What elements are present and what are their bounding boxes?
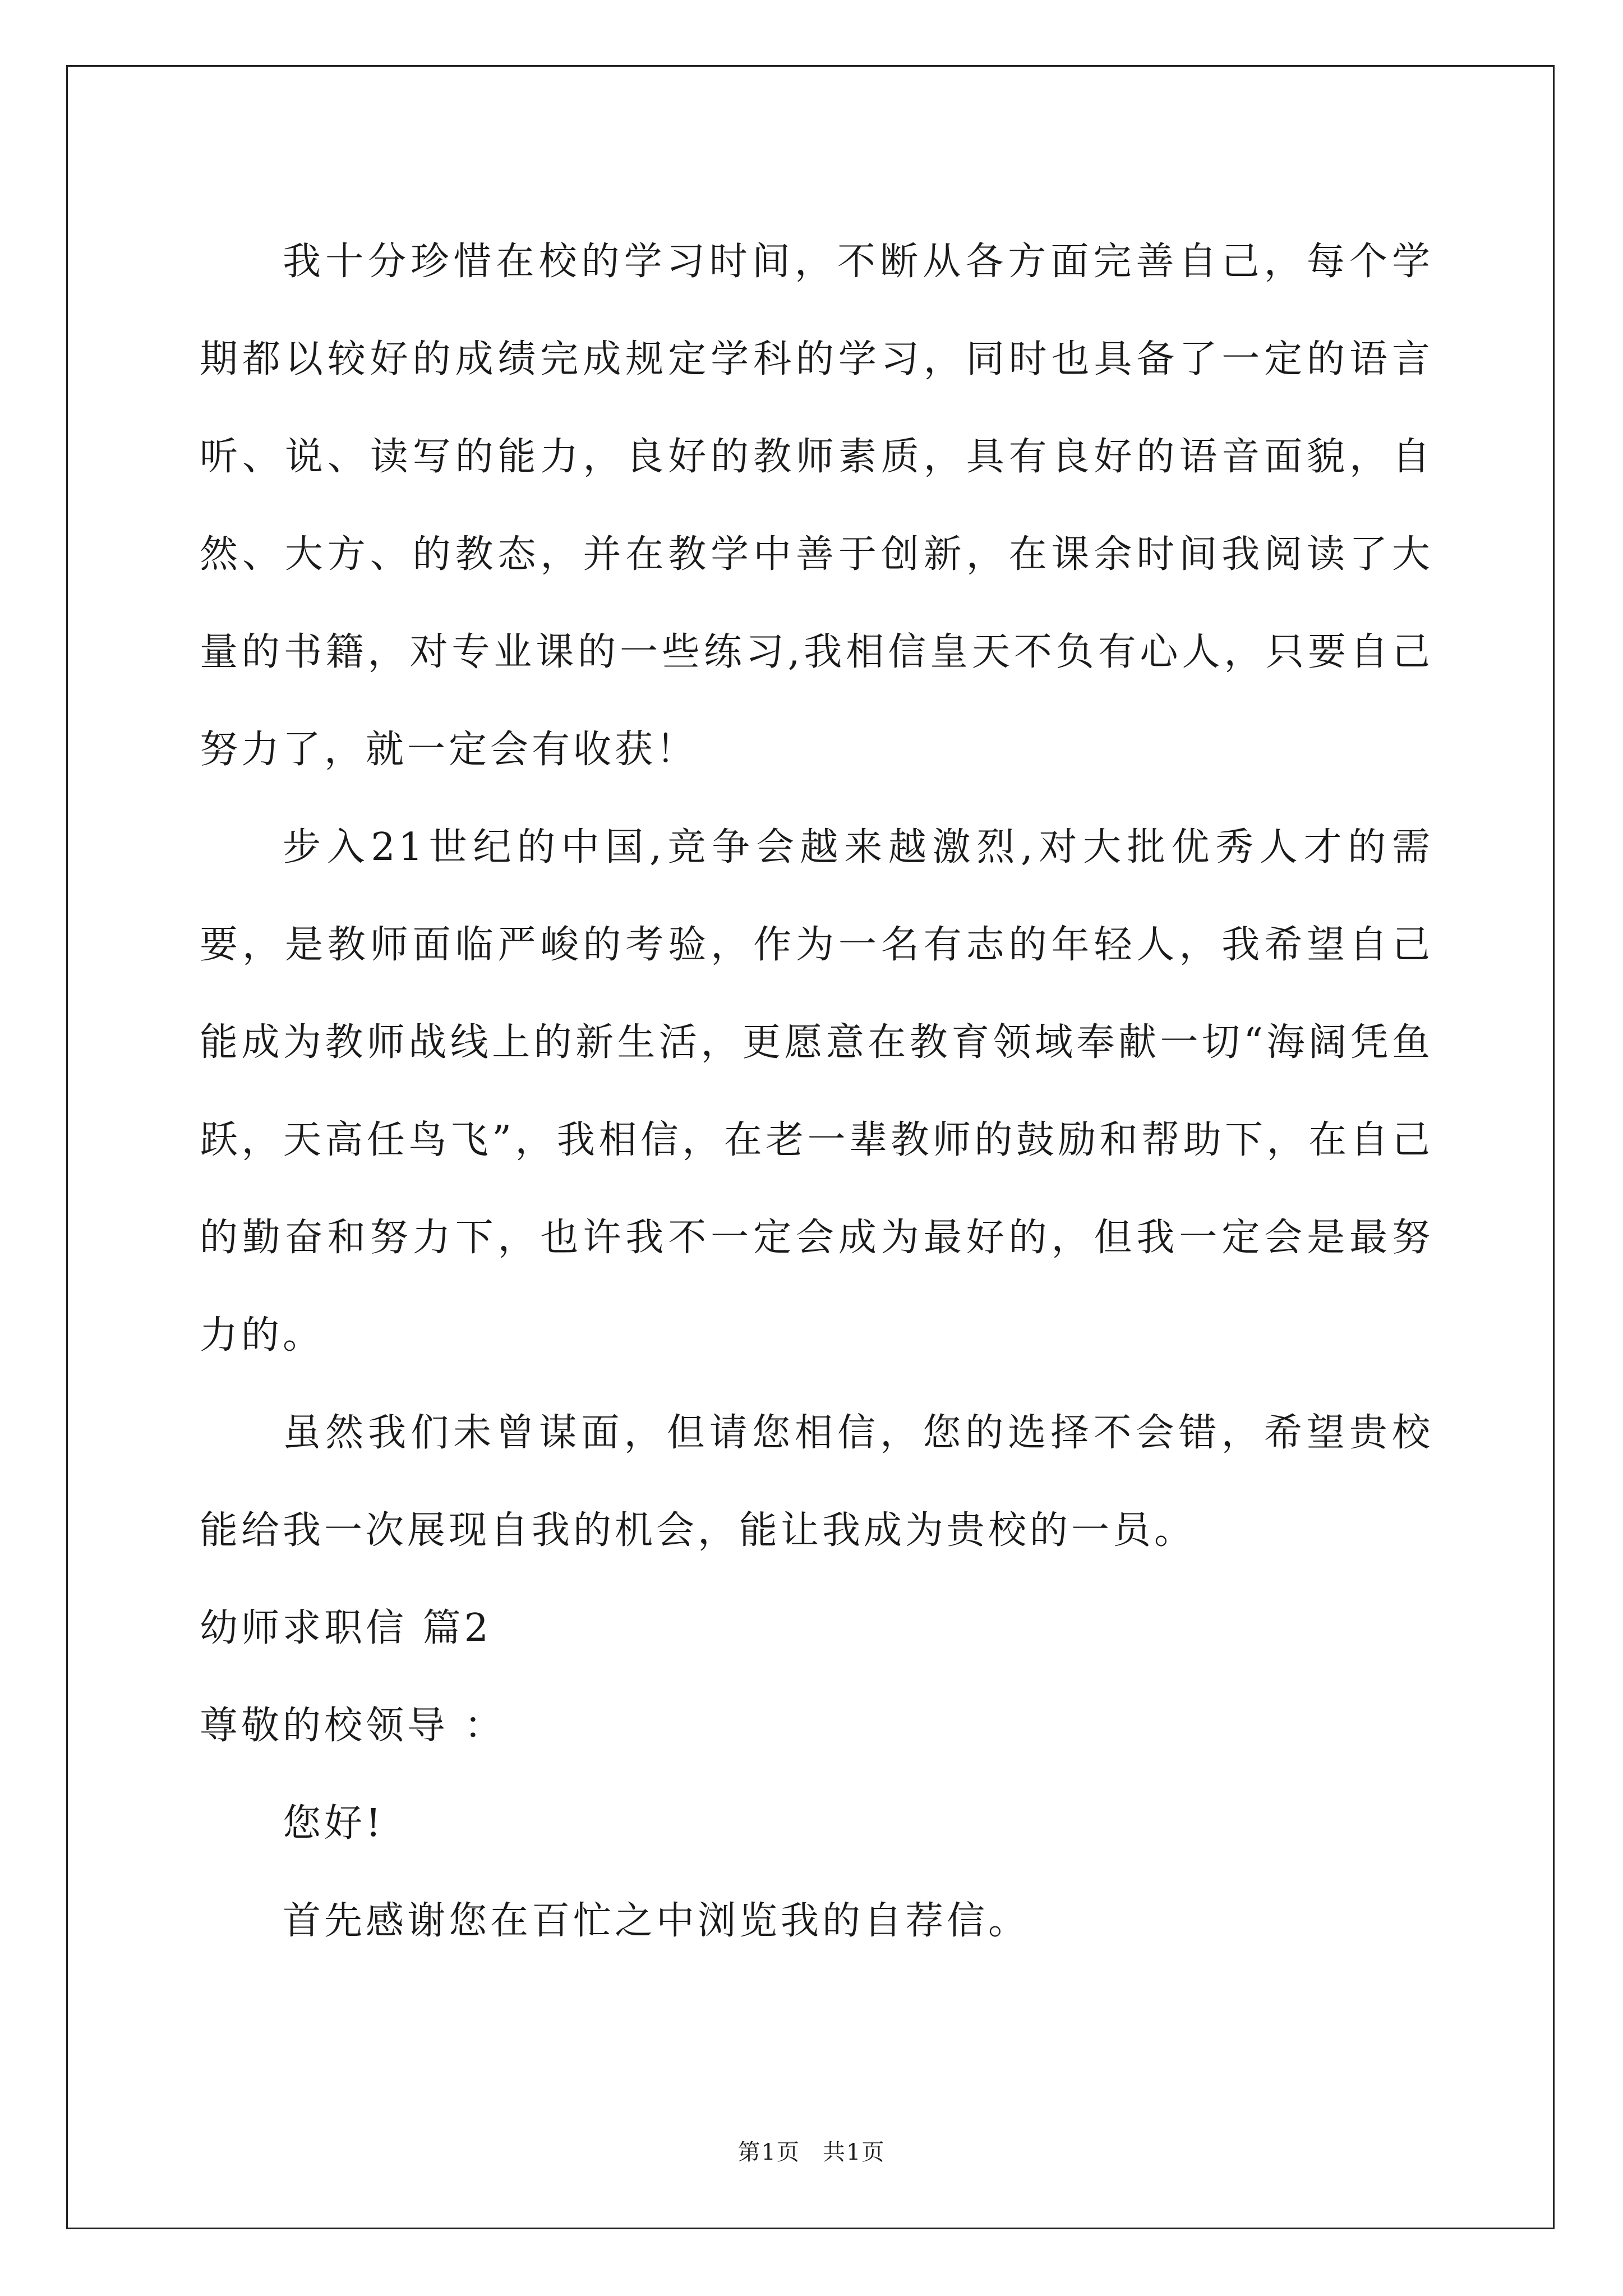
document-body — [200, 213, 1433, 1970]
body-paragraph-2: 步入21世纪的中国,竞争会越来越激烈,对大批优秀人才的需要，是教师面临严峻的考验，作为一名有志的年轻人，我希望自己能成为教师战线上的新生活，更愿意在教育领域奉献一切“海阔凭鱼跃，天高任鸟飞”，我相信，在老一辈教师的鼓励和帮助下，在自己的勤奋和努力下，也许我不一定会成为最好的，但我一定会是最努力的。 — [200, 825, 1433, 1358]
greeting: 您好! — [283, 1801, 385, 1846]
opening-line: 首先感谢您在百忙之中浏览我的自荐信。 — [283, 1899, 1030, 1943]
body-paragraph-3: 虽然我们未曾谋面，但请您相信，您的选择不会错，希望贵校能给我一次展现自我的机会，能让我成为贵校的一员。 — [200, 1411, 1433, 1553]
page-footer — [0, 2134, 1623, 2166]
page-total: 共1页 — [823, 2139, 886, 2165]
page-number: 第1页 — [737, 2139, 800, 2165]
salutation: 尊敬的校领导 ： — [200, 1704, 506, 1748]
section-heading: 幼师求职信 篇2 — [200, 1606, 492, 1650]
body-paragraph-1: 我十分珍惜在校的学习时间，不断从各方面完善自己，每个学期都以较好的成绩完成规定学科的学习，同时也具备了一定的语言听、说、读写的能力，良好的教师素质，具有良好的语音面貌，自然、大方、的教态，并在教学中善于创新，在课余时间我阅读了大量的书籍，对专业课的一些练习,我相信皇天不负有心人，只要自己努力了，就一定会有收获！ — [200, 240, 1433, 772]
